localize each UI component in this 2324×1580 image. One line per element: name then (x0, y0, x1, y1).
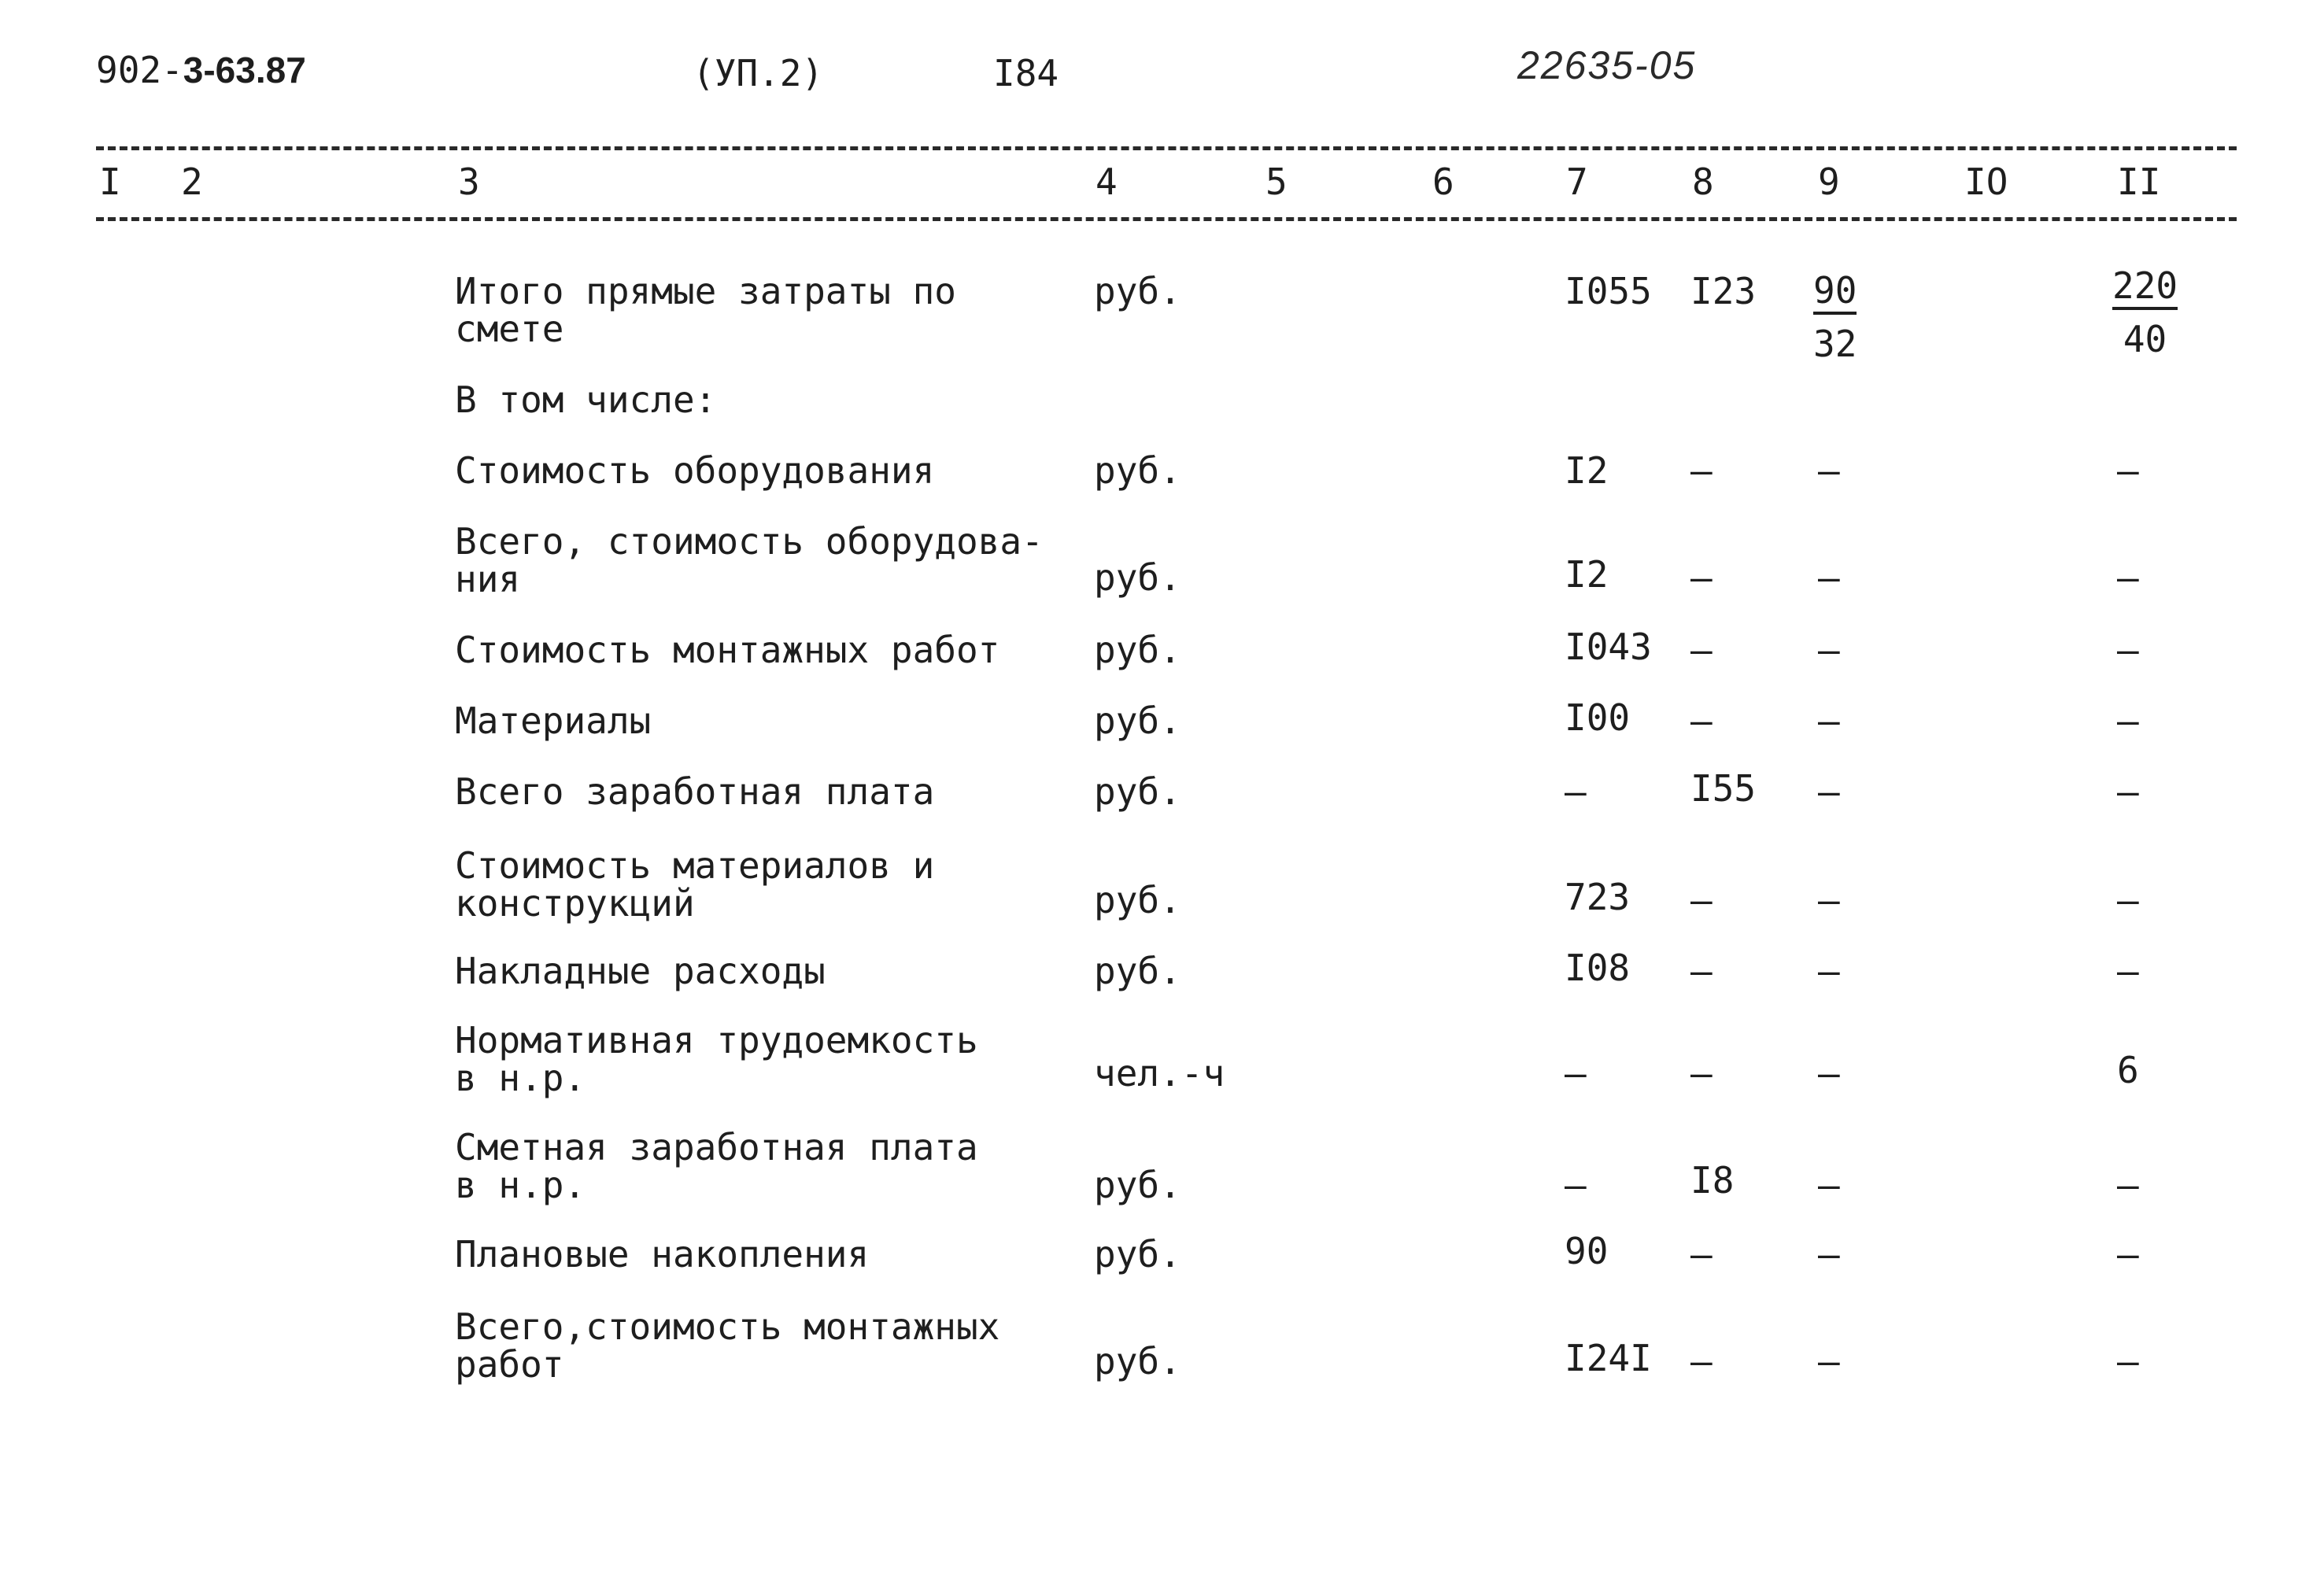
row-unit: руб. (1094, 770, 1181, 813)
row-col8: – (1690, 1233, 1713, 1275)
row-name (455, 1128, 978, 1204)
row-name-line-1: Итого прямые затраты по (455, 270, 956, 312)
row-col11: – (2117, 629, 2139, 671)
column-number-11: II (2117, 161, 2161, 203)
row-name-line-1: Стоимость материалов и (455, 844, 935, 887)
row-name (455, 844, 935, 925)
row-col11: – (2117, 449, 2139, 492)
row-name-line-1: Плановые накопления (455, 1233, 870, 1275)
row-col11: – (2117, 556, 2139, 599)
row-unit: руб. (1094, 700, 1181, 742)
row-col7: I2 (1565, 553, 1609, 596)
row-unit: руб. (1094, 1164, 1181, 1206)
row-name-line-2: ния (455, 558, 521, 600)
fraction-numerator: 220 (2112, 268, 2178, 310)
row-col8: I55 (1690, 767, 1757, 810)
row-col7: I24I (1565, 1337, 1652, 1379)
row-name-line-1: В том числе: (455, 378, 717, 421)
row-col11: – (2117, 700, 2139, 742)
row-col8: – (1690, 629, 1713, 671)
row-name (455, 770, 935, 813)
row-name (455, 1235, 869, 1273)
row-col8: – (1690, 879, 1713, 921)
row-col9: – (1818, 629, 1840, 671)
row-unit: руб. (1094, 629, 1181, 671)
row-name (455, 378, 717, 421)
document-code-prefix: 902- (96, 49, 183, 91)
row-name-line-1: Стоимость монтажных работ (455, 629, 1000, 671)
row-unit: руб. (1094, 449, 1181, 492)
row-name (455, 272, 956, 348)
row-name (455, 1021, 978, 1097)
document-code-handwritten: 3-63.87 (183, 50, 306, 90)
row-col8: – (1690, 1052, 1713, 1095)
column-number-5: 5 (1265, 161, 1288, 203)
row-col9: – (1818, 449, 1840, 492)
row-col7: – (1565, 1052, 1587, 1095)
row-col8: – (1690, 449, 1713, 492)
row-unit: руб. (1094, 879, 1181, 921)
row-name (455, 702, 651, 740)
row-name-line-1: Нормативная трудоемкость (455, 1019, 978, 1061)
row-col11: – (2117, 1340, 2139, 1382)
row-col9: – (1818, 879, 1840, 921)
row-name (455, 631, 999, 669)
row-col9: – (1818, 1052, 1840, 1095)
row-name-line-1: Всего заработная плата (455, 770, 935, 813)
row-col9: – (1818, 950, 1840, 992)
column-number-6: 6 (1432, 161, 1454, 203)
row-col7: I055 (1565, 270, 1652, 312)
row-col8: – (1690, 556, 1713, 599)
row-name-line-1: Стоимость оборудования (455, 449, 935, 492)
row-col7: – (1565, 1164, 1587, 1206)
row-col9-fraction (1813, 269, 1857, 365)
row-unit: руб. (1094, 1340, 1181, 1382)
row-name (455, 1305, 1000, 1386)
row-name-line-2: смете (455, 308, 564, 350)
section-label: (УП.2) (693, 52, 824, 94)
row-col8: I23 (1690, 270, 1757, 312)
row-col11-fraction (2112, 264, 2178, 360)
row-name-line-2: в н.р. (455, 1057, 586, 1099)
row-col8: – (1690, 700, 1713, 742)
row-name-line-1: Сметная заработная плата (455, 1126, 978, 1168)
row-col7: I043 (1565, 626, 1652, 668)
row-col8: – (1690, 950, 1713, 992)
row-unit: руб. (1094, 270, 1181, 312)
column-number-8: 8 (1692, 161, 1714, 203)
row-col11: 6 (2117, 1049, 2139, 1091)
table-top-rule (96, 146, 2237, 150)
row-name (455, 449, 935, 492)
row-col7: 723 (1565, 876, 1631, 918)
row-col11: – (2117, 1164, 2139, 1206)
row-name (455, 522, 1044, 598)
column-number-3: 3 (458, 161, 480, 203)
row-name (455, 952, 826, 990)
row-col8: – (1690, 1340, 1713, 1382)
row-name-line-1: Материалы (455, 700, 652, 742)
row-unit: руб. (1094, 950, 1181, 992)
column-number-2: 2 (181, 161, 203, 203)
row-name-line-2: конструкций (455, 882, 695, 925)
page-number: I84 (993, 52, 1059, 94)
column-number-4: 4 (1095, 161, 1118, 203)
fraction-denominator: 40 (2123, 318, 2167, 360)
row-unit: руб. (1094, 1233, 1181, 1275)
row-col8: I8 (1690, 1159, 1735, 1202)
row-unit: чел.-ч (1094, 1052, 1225, 1095)
row-col7: I2 (1565, 449, 1609, 492)
row-col7: 90 (1565, 1230, 1609, 1272)
row-col11: – (2117, 1233, 2139, 1275)
row-name-line-2: в н.р. (455, 1164, 586, 1206)
fraction-denominator: 32 (1813, 323, 1857, 365)
row-name-line-1: Накладные расходы (455, 950, 826, 992)
row-col11: – (2117, 879, 2139, 921)
row-col7: I00 (1565, 696, 1631, 739)
row-col9: – (1818, 556, 1840, 599)
row-name-line-1: Всего,стоимость монтажных (455, 1305, 1000, 1348)
row-col11: – (2117, 770, 2139, 813)
row-col9: – (1818, 1340, 1840, 1382)
row-col9: – (1818, 700, 1840, 742)
row-col7: I08 (1565, 947, 1631, 989)
row-col9: – (1818, 1164, 1840, 1206)
row-col9: – (1818, 1233, 1840, 1275)
document-number: 22635-05 (1517, 43, 1697, 87)
row-name-line-1: Всего, стоимость оборудова- (455, 520, 1044, 563)
column-number-9: 9 (1818, 161, 1840, 203)
row-name-line-2: работ (455, 1343, 564, 1386)
fraction-numerator: 90 (1813, 272, 1857, 315)
column-number-1: I (99, 161, 121, 203)
row-unit: руб. (1094, 556, 1181, 599)
document-code (96, 49, 306, 91)
column-number-10: IO (1964, 161, 2008, 203)
row-col9: – (1818, 770, 1840, 813)
row-col7: – (1565, 770, 1587, 813)
row-col11: – (2117, 950, 2139, 992)
column-number-7: 7 (1566, 161, 1588, 203)
table-header-bottom-rule (96, 217, 2237, 221)
